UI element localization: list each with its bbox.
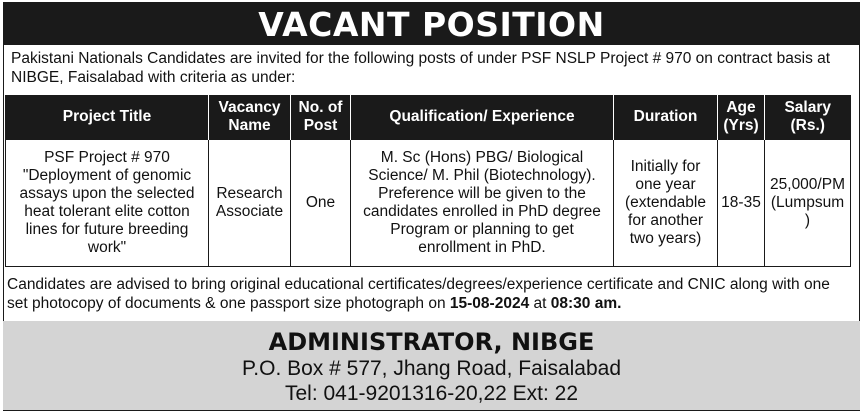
- header-duration: Duration: [614, 95, 718, 140]
- intro-text: Pakistani Nationals Candidates are invited for the following posts of under PSF NSLP Project # 970 on contract basis at NIBGE, Faisalabad with criteria as under:: [11, 50, 831, 86]
- cell-salary: 25,000/PM (Lumpsum ): [765, 140, 851, 267]
- contact-footer: [3, 321, 860, 410]
- postal-address: P.O. Box # 577, Jhang Road, Faisalabad: [241, 357, 622, 380]
- candidate-instructions: [7, 275, 852, 313]
- positions-table: [5, 95, 851, 267]
- cell-vacancy-name: Research Associate: [209, 140, 291, 267]
- cell-qualification: M. Sc (Hons) PBG/ Biological Science/ M. Phil (Biotechnology). Preference will be given to the candidates enrolled in PhD degree Program or planning to get enrollment in PhD.: [351, 140, 614, 267]
- cell-age: 18-35: [718, 140, 765, 267]
- banner-title: VACANT POSITION: [4, 3, 859, 45]
- instructions-text: Candidates are advised to bring original educational certificates/degrees/experience certificate and CNIC along with one set photocopy of documents & one passport size photograph on: [7, 276, 830, 312]
- cell-duration: Initially for one year (extendable for another two years): [614, 140, 718, 267]
- instructions-at: at: [529, 295, 551, 312]
- header-no-of-post: No. of Post: [291, 95, 351, 140]
- header-project-title: Project Title: [6, 95, 209, 140]
- telephone: Tel: 041-9201316-20,22 Ext: 22: [284, 382, 579, 405]
- interview-date: 15-08-2024: [449, 295, 530, 312]
- administrator-title: ADMINISTRATOR, NIBGE: [268, 328, 595, 356]
- header-vacancy-name: Vacancy Name: [209, 95, 291, 140]
- header-qualification: Qualification/ Experience: [351, 95, 614, 140]
- table-header-row: [6, 95, 851, 140]
- header-salary: Salary (Rs.): [765, 95, 851, 140]
- cell-no-of-post: One: [291, 140, 351, 267]
- interview-time: 08:30 am.: [550, 295, 622, 312]
- table-row: [6, 140, 851, 267]
- header-age: Age (Yrs): [718, 95, 765, 140]
- cell-project-title: PSF Project # 970 "Deployment of genomic assays upon the selected heat tolerant elite cotton lines for future breeding work": [6, 140, 209, 267]
